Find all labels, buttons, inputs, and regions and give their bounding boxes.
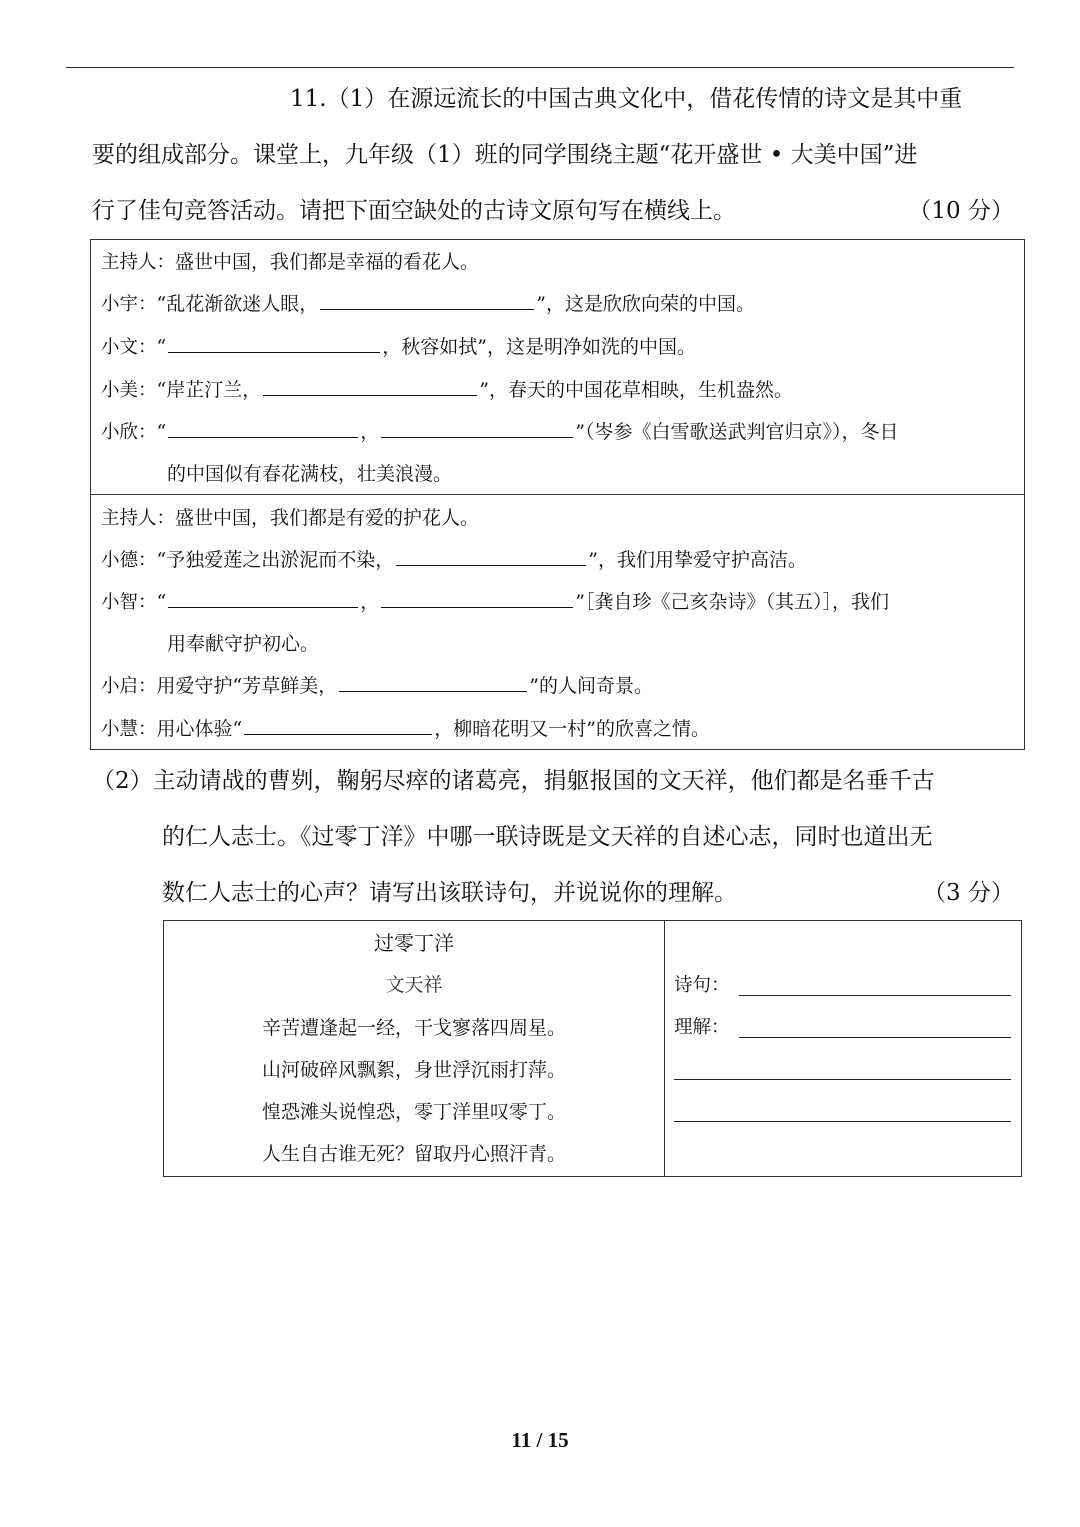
speaker-xiaomei: 小美： — [101, 380, 157, 401]
blank-xiaoqi[interactable] — [339, 673, 527, 692]
xiaoxin-text-cont: 的中国似有春花满枝，壮美浪漫。 — [167, 463, 453, 485]
xiaoxin-text-after: ”（岑参《白雪歌送武判官归京》），冬日 — [575, 421, 899, 443]
row-xiaozhi-cont — [167, 631, 319, 657]
row-xiaomei — [101, 377, 793, 404]
q1-answer-table — [90, 239, 1025, 750]
poem-column — [164, 921, 665, 1176]
verse-answer-line[interactable] — [739, 995, 1011, 996]
xiaohui-text-before: 用心体验“ — [156, 718, 243, 740]
row-xiaoyu — [101, 291, 755, 318]
speaker-xiaode: 小德： — [101, 550, 157, 571]
row-xiaode — [101, 547, 807, 574]
blank-xiaode[interactable] — [396, 547, 586, 566]
poem-line-2: 山河破碎风飘絮，身世浮沉雨打萍。 — [261, 1059, 566, 1081]
q1-line-1: 11.（1）在源远流长的中国古典文化中，借花传情的诗文是其中重 — [290, 86, 963, 112]
understanding-answer-line-1[interactable] — [739, 1037, 1011, 1038]
xiaomei-text-before: “岸芷汀兰， — [156, 379, 262, 401]
q1-line-2: 要的组成部分。课堂上，九年级（1）班的同学围绕主题“花开盛世 • 大美中国”进 — [92, 142, 918, 168]
poem-line-1: 辛苦遭逢起一经，干戈寥落四周星。 — [261, 1017, 566, 1039]
row-host-a — [101, 249, 479, 276]
q1-score: （10 分） — [908, 198, 1014, 224]
xiaozhi-text-after: ”［龚自珍《己亥杂诗》（其五）］，我们 — [575, 591, 889, 613]
understanding-answer-line-2[interactable] — [674, 1079, 1011, 1080]
speaker-xiaoxin: 小欣： — [101, 422, 157, 443]
q1-line-3-text: 行了佳句竞答活动。请把下面空缺处的古诗文原句写在横线上。 — [92, 198, 736, 224]
xiaode-text-before: “予独爱莲之出淤泥而不染， — [156, 549, 395, 571]
blank-xiaoxin-2[interactable] — [381, 419, 573, 438]
speaker-host-b: 主持人： — [101, 508, 176, 529]
xiaozhi-text-mid: ， — [360, 591, 380, 613]
host-text: 盛世中国，我们都是幸福的看花人。 — [175, 251, 480, 273]
speaker-xiaowen: 小文： — [101, 337, 157, 358]
xiaoxin-text-mid: ， — [360, 421, 380, 443]
speaker-xiaohui: 小慧： — [101, 719, 157, 740]
verse-label: 诗句： — [674, 975, 730, 996]
xiaozhi-text-cont: 用奉献守护初心。 — [167, 633, 320, 655]
q2-line-3 — [162, 878, 1014, 908]
poem-line-4: 人生自古谁无死？留取丹心照汗青。 — [261, 1143, 566, 1165]
xiaoxin-text-before: “ — [156, 421, 167, 443]
xiaozhi-text-before: “ — [156, 591, 167, 613]
header-rule — [66, 67, 1014, 68]
row-xiaohui — [101, 716, 710, 743]
understanding-label: 理解： — [674, 1017, 730, 1038]
host-b-text: 盛世中国，我们都是有爱的护花人。 — [175, 507, 480, 529]
speaker-xiaoyu: 小宇： — [101, 294, 157, 315]
blank-xiaomei[interactable] — [263, 377, 477, 396]
poem-title: 过零丁洋 — [374, 931, 454, 955]
q2-poem-table — [163, 920, 1022, 1177]
xiaoyu-text-after: ”，这是欣欣向荣的中国。 — [536, 293, 755, 315]
xiaoqi-text-before: 用爱守护“芳草鲜美， — [156, 675, 338, 697]
q2-score: （3 分） — [923, 880, 1014, 906]
q2-line-3-text: 数仁人志士的心声？请写出该联诗句，并说说你的理解。 — [162, 880, 737, 906]
q2-line-1: （2）主动请战的曹刿，鞠躬尽瘁的诸葛亮，捐躯报国的文天祥，他们都是名垂千古 — [92, 768, 935, 794]
q1-line-3 — [92, 196, 1014, 226]
xiaowen-text-after: ，秋容如拭”，这是明净如洗的中国。 — [382, 336, 696, 358]
row-xiaoxin — [101, 419, 898, 446]
understanding-answer-line-3[interactable] — [674, 1121, 1011, 1122]
xiaoyu-text-before: “乱花渐欲迷人眼， — [156, 293, 319, 315]
xiaode-text-after: ”，我们用挚爱守护高洁。 — [588, 549, 807, 571]
blank-xiaoyu[interactable] — [320, 291, 534, 310]
section-divider — [91, 494, 1024, 495]
speaker-xiaozhi: 小智： — [101, 592, 157, 613]
xiaomei-text-after: ”，春天的中国花草相映，生机盎然。 — [479, 379, 793, 401]
q2-line-2: 的仁人志士。《过零丁洋》中哪一联诗既是文天祥的自述心志，同时也道出无 — [162, 824, 933, 850]
poem-line-3: 惶恐滩头说惶恐，零丁洋里叹零丁。 — [261, 1101, 566, 1123]
speaker-xiaoqi: 小启： — [101, 676, 157, 697]
row-xiaoxin-cont — [167, 461, 452, 487]
blank-xiaowen[interactable] — [168, 334, 380, 353]
page-number: 11 / 15 — [511, 1428, 569, 1452]
blank-xiaohui[interactable] — [244, 716, 432, 735]
xiaowen-text-before: “ — [156, 336, 167, 358]
row-xiaoqi — [101, 673, 653, 700]
xiaohui-text-after: ，柳暗花明又一村”的欣喜之情。 — [434, 718, 710, 740]
poem-author: 文天祥 — [385, 974, 443, 996]
row-host-b — [101, 505, 479, 532]
row-xiaozhi — [101, 589, 889, 616]
speaker-host: 主持人： — [101, 252, 176, 273]
blank-xiaoxin-1[interactable] — [168, 419, 358, 438]
blank-xiaozhi-2[interactable] — [381, 589, 573, 608]
blank-xiaozhi-1[interactable] — [168, 589, 358, 608]
row-xiaowen — [101, 334, 696, 361]
xiaoqi-text-after: ”的人间奇景。 — [529, 675, 653, 697]
